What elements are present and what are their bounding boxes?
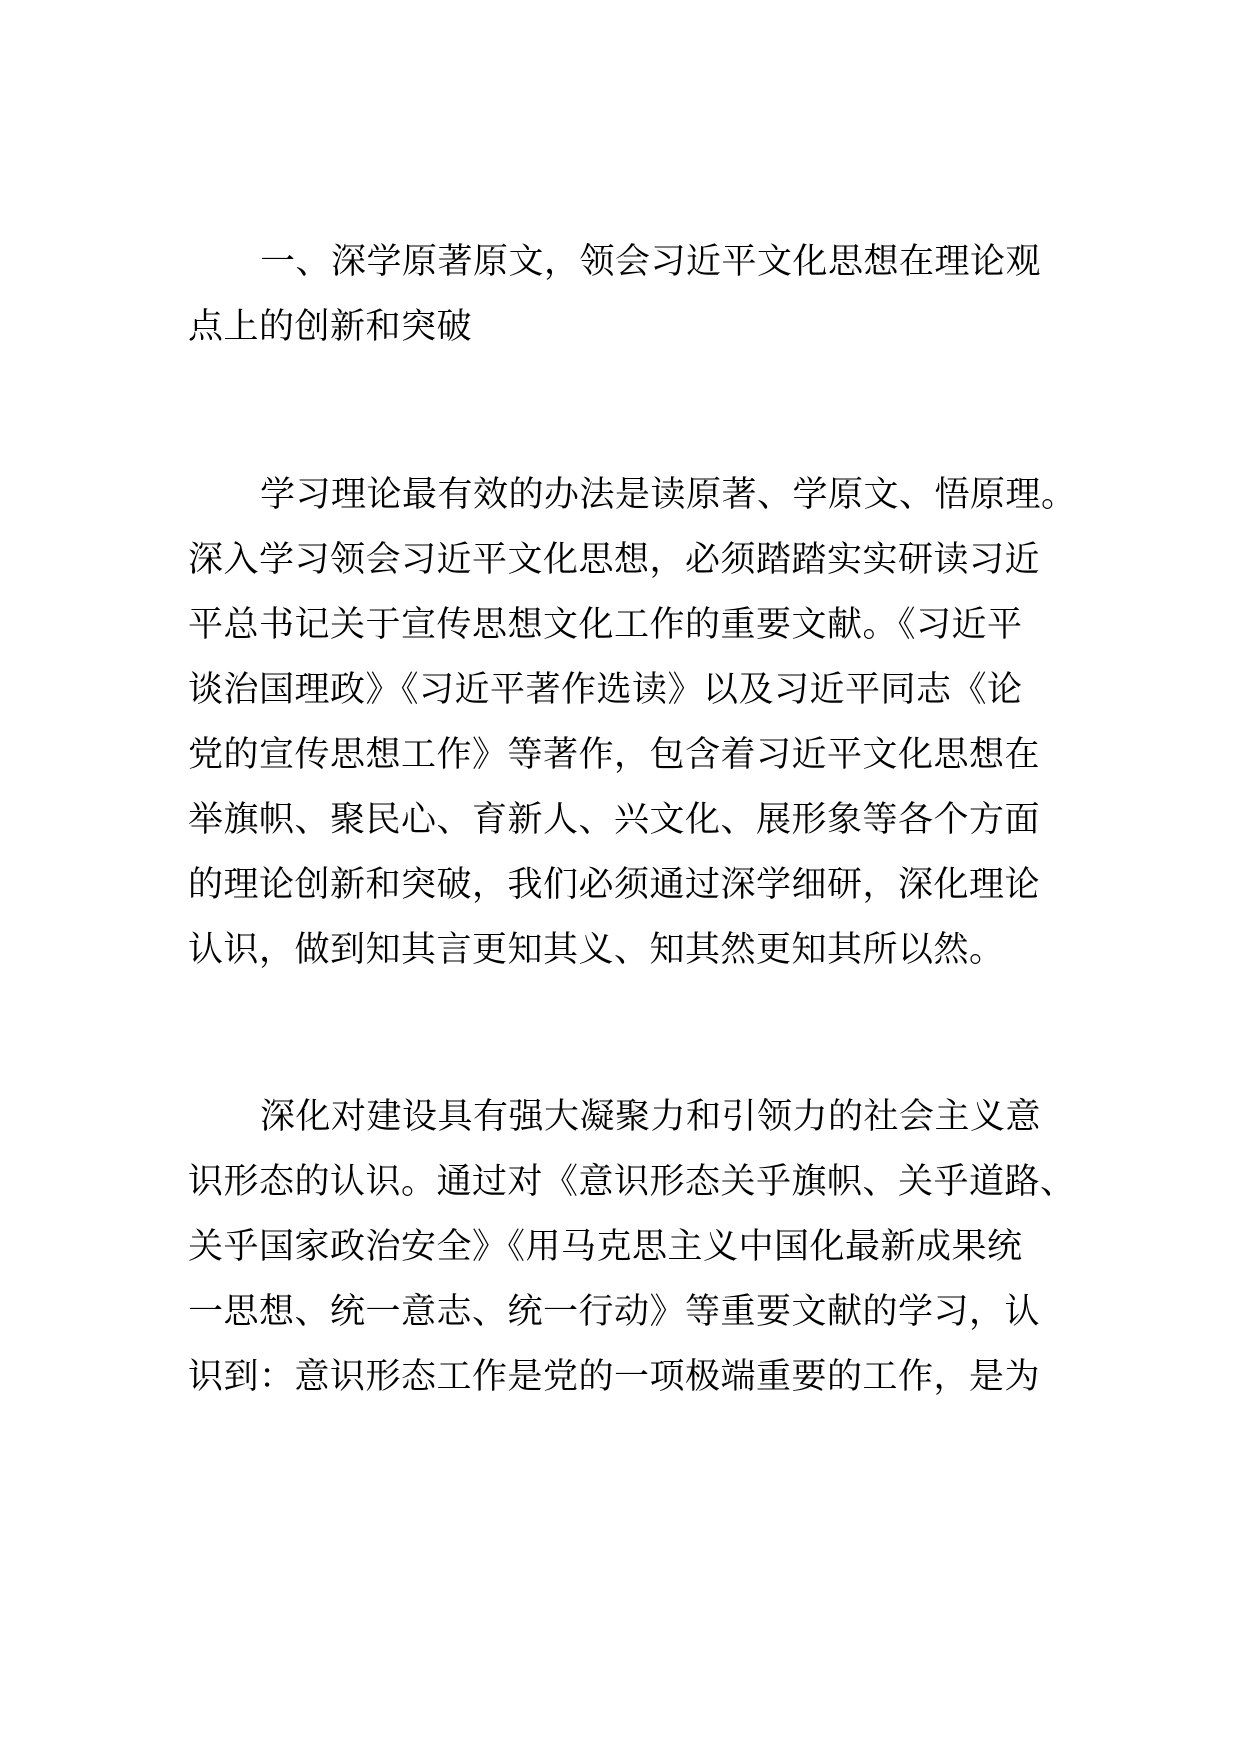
paragraph-line: 识形态的认识。通过对《意识形态关乎旗帜、关乎道路、 (188, 1162, 1076, 1202)
paragraph-line: 深入学习领会习近平文化思想，必须踏踏实实研读习近 (188, 540, 1041, 580)
paragraph-line: 识到：意识形态工作是党的一项极端重要的工作，是为 (188, 1357, 1041, 1397)
heading-line: 一、深学原著原文，领会习近平文化思想在理论观 (260, 242, 1042, 282)
paragraph-line: 党的宣传思想工作》等著作，包含着习近平文化思想在 (188, 735, 1041, 775)
paragraph-line: 一思想、统一意志、统一行动》等重要文献的学习，认 (188, 1292, 1041, 1332)
paragraph-line: 的理论创新和突破，我们必须通过深学细研，深化理论 (188, 865, 1041, 905)
paragraph-line: 举旗帜、聚民心、育新人、兴文化、展形象等各个方面 (188, 800, 1041, 840)
paragraph-line: 平总书记关于宣传思想文化工作的重要文献。《习近平 (188, 605, 1023, 645)
paragraph-line: 关乎国家政治安全》《用马克思主义中国化最新成果统 (188, 1227, 1023, 1267)
paragraph-line: 学习理论最有效的办法是读原著、学原文、悟原理。 (260, 475, 1077, 515)
paragraph-line: 深化对建设具有强大凝聚力和引领力的社会主义意 (260, 1097, 1042, 1137)
paragraph-line: 认识，做到知其言更知其义、知其然更知其所以然。 (188, 930, 1005, 970)
paragraph-line: 谈治国理政》《习近平著作选读》以及习近平同志《论 (188, 670, 1023, 710)
heading-line: 点上的创新和突破 (188, 307, 473, 347)
